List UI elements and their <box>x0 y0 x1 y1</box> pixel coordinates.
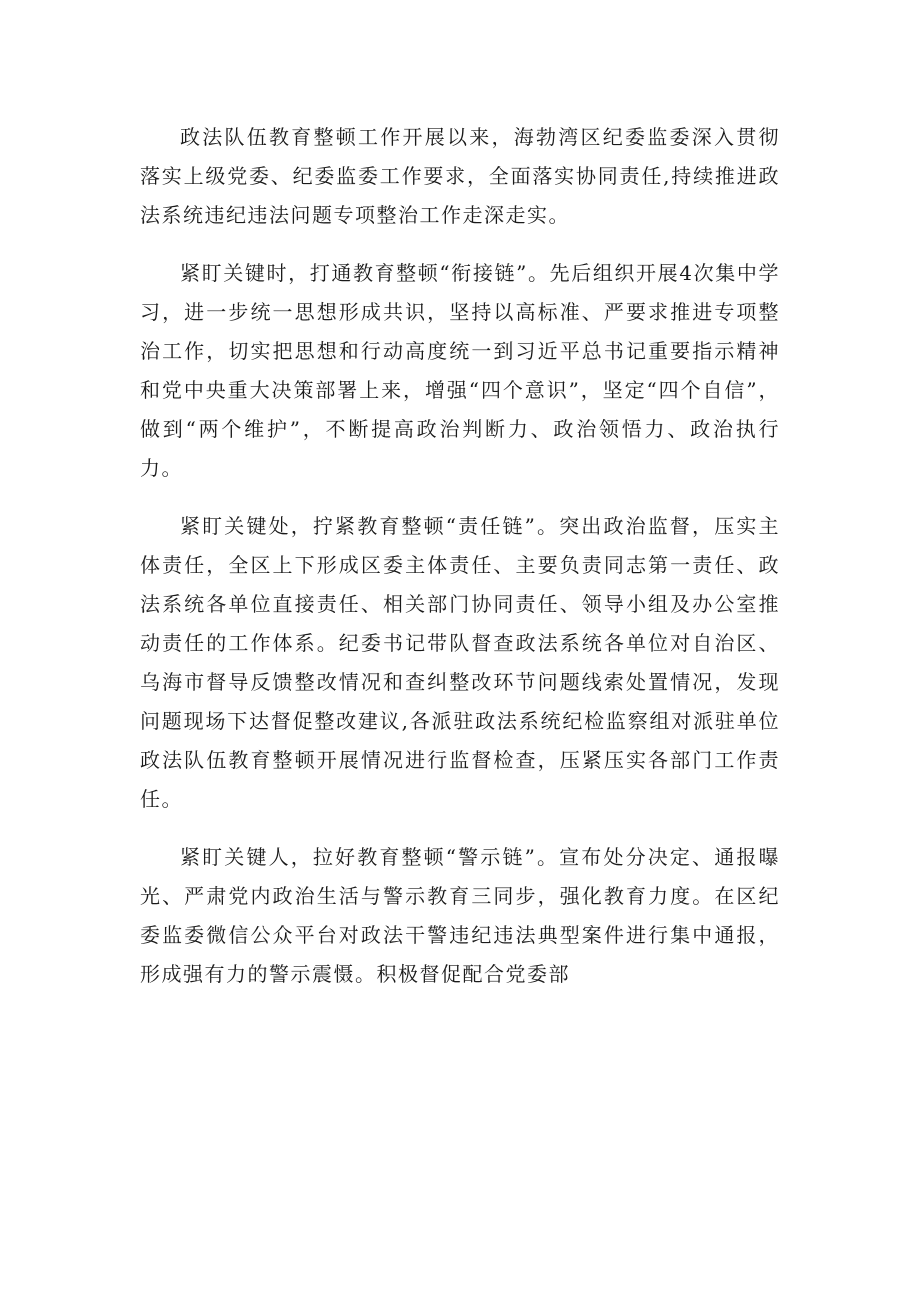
paragraph-warning-chain: 紧盯关键人，拉好教育整顿“警示链”。宣布处分决定、通报曝光、严肃党内政治生活与警示教育三同步，强化教育力度。在区纪委监委微信公众平台对政法干警违纪违法典型案件进行集中通报，形成强有力的警示震慑。积极督促配合党委部 <box>140 845 780 986</box>
paragraph-intro: 政法队伍教育整顿工作开展以来，海勃湾区纪委监委深入贯彻落实上级党委、纪委监委工作要求，全面落实协同责任,持续推进政法系统违纪违法问题专项整治工作走深走实。 <box>140 125 780 227</box>
paragraph-responsibility-chain: 紧盯关键处，拧紧教育整顿“责任链”。突出政治监督，压实主体责任，全区上下形成区委主体责任、主要负责同志第一责任、政法系统各单位直接责任、相关部门协同责任、领导小组及办公室推动责任的工作体系。纪委书记带队督查政法系统各单位对自治区、乌海市督导反馈整改情况和查纠整改环节问题线索处置情况，发现问题现场下达督促整改建议,各派驻政法系统纪检监察组对派驻单位政法队伍教育整顿开展情况进行监督检查，压紧压实各部门工作责任。 <box>140 514 780 811</box>
paragraph-connection-chain: 紧盯关键时，打通教育整顿“衔接链”。先后组织开展4次集中学习，进一步统一思想形成共识，坚持以高标准、严要求推进专项整治工作，切实把思想和行动高度统一到习近平总书记重要指示精神和党中央重大决策部署上来，增强“四个意识”，坚定“四个自信”，做到“两个维护”，不断提高政治判断力、政治领悟力、政治执行力。 <box>140 261 780 480</box>
document-body <box>140 118 780 1013</box>
